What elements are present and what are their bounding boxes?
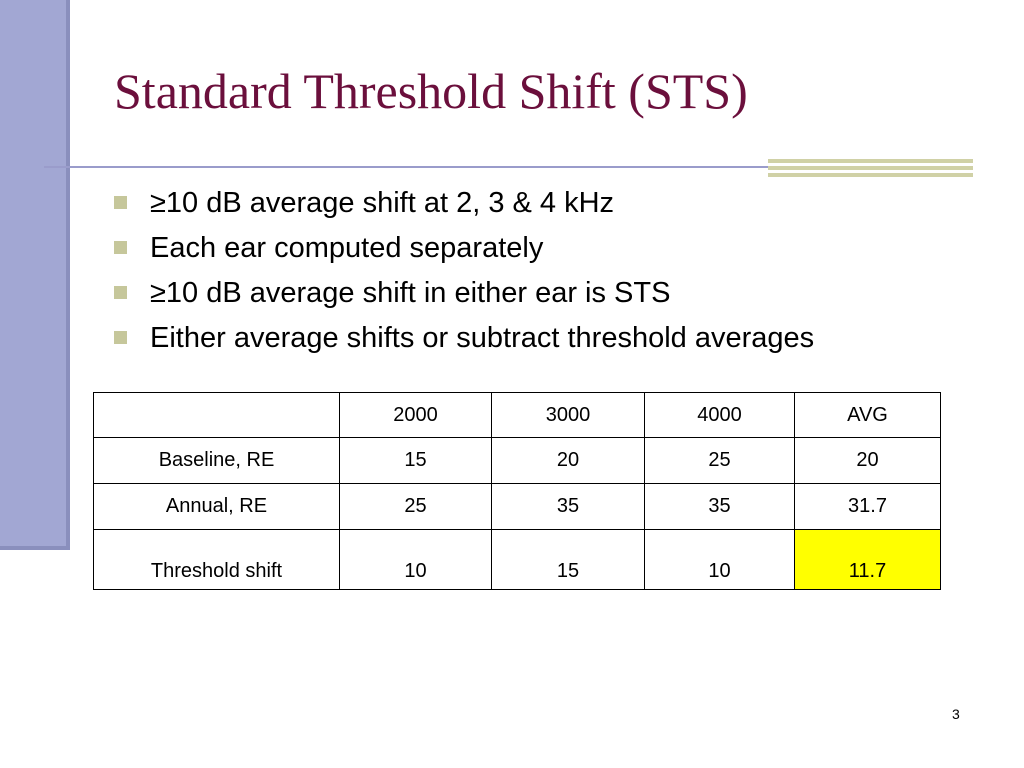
table-row [94,484,941,530]
table-header-cell: 3000 [492,393,645,438]
table-cell: 10 [340,530,492,590]
table-cell: 25 [645,438,795,484]
row-label-cell: Threshold shift [94,530,340,590]
table-cell: 25 [340,484,492,530]
bullet-text: Each ear computed separately [150,232,544,264]
bullet-list [114,183,814,363]
table-cell: 35 [492,484,645,530]
table-header-cell: 2000 [340,393,492,438]
table-row [94,530,941,590]
threshold-table [93,392,941,590]
square-bullet-icon [114,286,127,299]
bullet-text: ≥10 dB average shift in either ear is STS [150,277,671,309]
bullet-text: ≥10 dB average shift at 2, 3 & 4 kHz [150,187,615,219]
page-number: 3 [952,706,960,722]
table-cell: 15 [340,438,492,484]
table-cell: 31.7 [795,484,941,530]
title-divider [44,166,768,168]
accent-stripe [768,166,973,170]
highlighted-average-cell: 11.7 [795,530,941,590]
table-row [94,438,941,484]
accent-stripe [768,159,973,163]
left-decor-bar [0,0,66,546]
accent-stripes [768,157,973,178]
slide-title: Standard Threshold Shift (STS) [114,63,748,119]
square-bullet-icon [114,331,127,344]
left-decor-bar-edge [66,0,70,550]
table-cell: 35 [645,484,795,530]
accent-stripe [768,173,973,177]
table-cell: 10 [645,530,795,590]
table-header-cell: AVG [795,393,941,438]
left-decor-bar-shadow [0,546,70,550]
bullet-item [114,228,814,273]
bullet-text: Either average shifts or subtract threshold averages [150,322,815,354]
table-cell: 20 [795,438,941,484]
table-header-row [94,393,941,438]
row-label-cell: Annual, RE [94,484,340,530]
square-bullet-icon [114,196,127,209]
bullet-item [114,273,814,318]
bullet-item [114,318,814,363]
table-cell: 20 [492,438,645,484]
table-header-cell [94,393,340,438]
table-header-cell: 4000 [645,393,795,438]
bullet-item [114,183,814,228]
row-label-cell: Baseline, RE [94,438,340,484]
table-cell: 15 [492,530,645,590]
square-bullet-icon [114,241,127,254]
